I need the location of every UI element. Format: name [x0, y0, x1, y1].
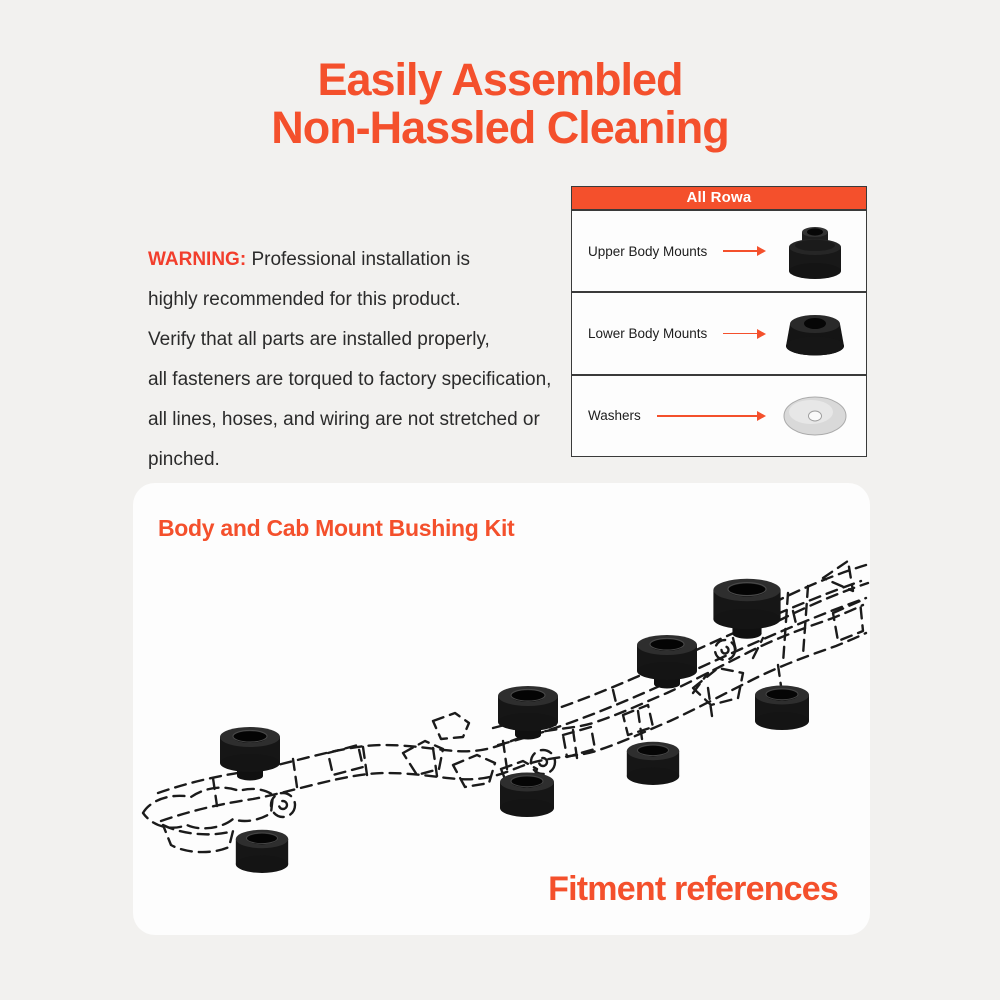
- table-row-lower-body-mounts: [572, 291, 866, 373]
- row-label: Lower Body Mounts: [588, 325, 708, 341]
- warning-text: [148, 240, 578, 480]
- table-row-washers: [572, 374, 866, 456]
- warning-line: [148, 240, 578, 280]
- warning-line: all lines, hoses, and wiring are not stretched or pinched.: [148, 409, 540, 470]
- row-label: Washers: [588, 408, 641, 424]
- warning-line-text: Professional installation is: [251, 249, 471, 270]
- warning-line: Verify that all parts are installed properly,: [148, 329, 490, 350]
- kit-card: [133, 483, 870, 935]
- upper-mount-bushing-2: [637, 635, 697, 689]
- warning-line: highly recommended for this product.: [148, 289, 461, 310]
- table-row-upper-body-mounts: [572, 209, 866, 291]
- kit-card-title: Body and Cab Mount Bushing Kit: [158, 515, 515, 541]
- page-title-line2: Non-Hassled Cleaning: [271, 101, 729, 153]
- lower-mount-bushing-3: [500, 773, 554, 818]
- lower-mount-bushing-1: [755, 686, 809, 731]
- parts-table: [571, 186, 867, 457]
- page-title-line1: Easily Assembled: [317, 54, 683, 105]
- lower-mount-bushing-2: [627, 742, 679, 785]
- upper-mount-bushing-4: [220, 727, 280, 781]
- warning-line: all fasteners are torqued to factory specification,: [148, 369, 552, 390]
- lower-body-mount-image: [780, 308, 850, 358]
- right-arrow-icon: [723, 333, 764, 335]
- fitment-references-caption: Fitment references: [548, 870, 838, 908]
- washer-image: [780, 395, 850, 437]
- frame-illustration: [133, 483, 870, 935]
- right-arrow-icon: [657, 415, 764, 417]
- lower-mount-bushing-4: [236, 830, 288, 873]
- page-title: [0, 56, 1000, 151]
- upper-mount-bushing-1: [713, 579, 780, 639]
- warning-label: WARNING:: [148, 249, 247, 270]
- parts-table-header: All Rowa: [572, 187, 866, 209]
- right-arrow-icon: [723, 250, 764, 252]
- upper-body-mount-image: [780, 222, 850, 280]
- row-label: Upper Body Mounts: [588, 243, 708, 259]
